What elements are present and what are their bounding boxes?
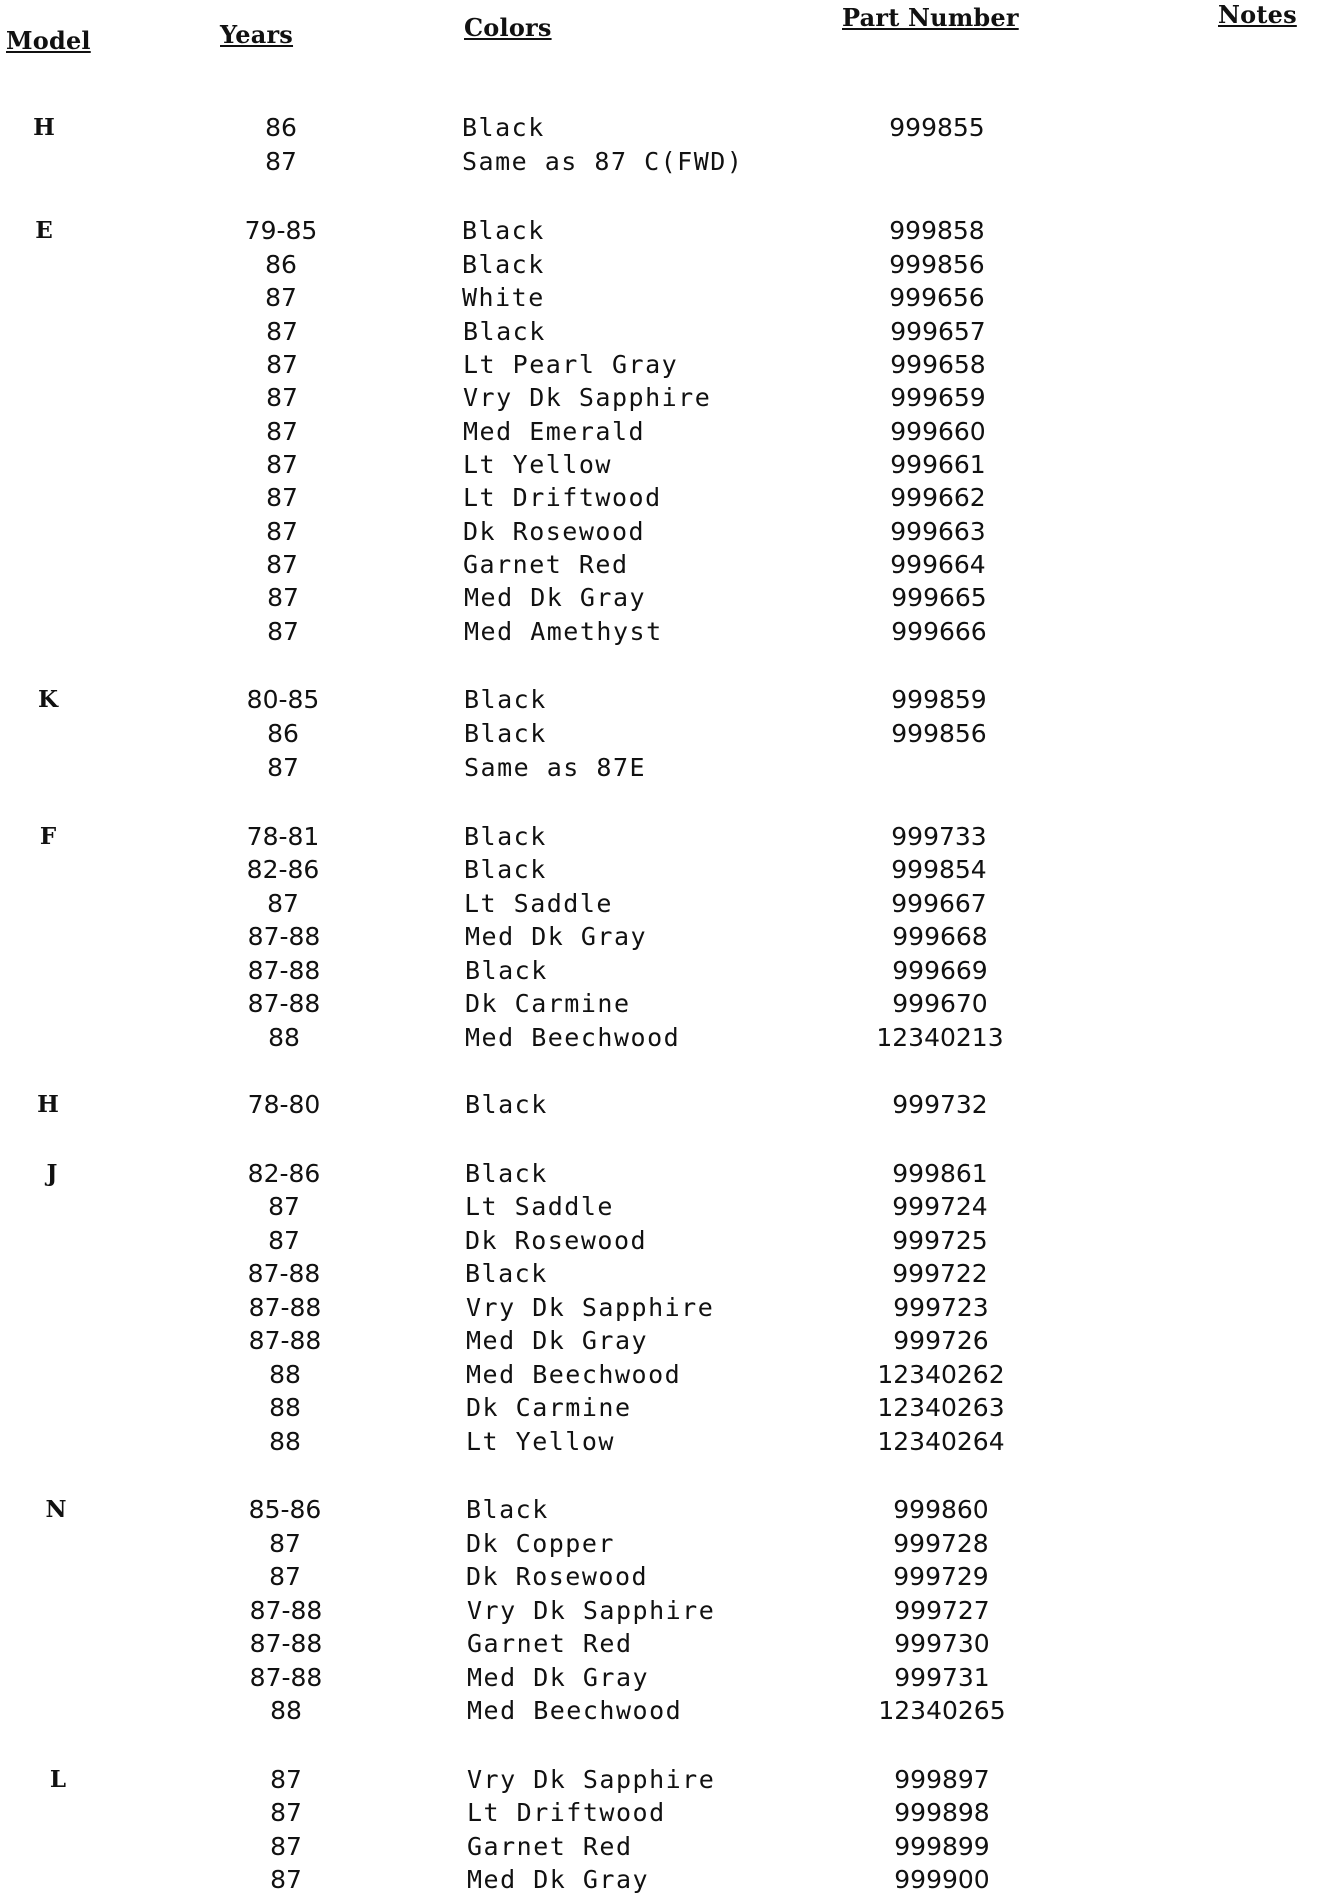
- part-number-cell: 999658: [890, 350, 986, 379]
- color-cell: Black: [466, 1495, 549, 1524]
- table-row: [0, 752, 1344, 784]
- years-cell: 87: [270, 1798, 302, 1827]
- table-row: [0, 1528, 1344, 1560]
- color-cell: White: [462, 283, 545, 312]
- years-cell: 79-85: [244, 216, 318, 245]
- part-number-cell: 12340262: [877, 1360, 1005, 1389]
- part-number-cell: 999725: [892, 1226, 988, 1255]
- color-cell: Dk Carmine: [465, 989, 631, 1018]
- years-cell: 82-86: [246, 855, 320, 884]
- part-number-cell: 999659: [890, 383, 986, 412]
- part-number-cell: 999733: [891, 822, 987, 851]
- years-cell: 87-88: [247, 1259, 321, 1288]
- table-row: [0, 1359, 1344, 1391]
- years-cell: 87: [268, 1192, 300, 1221]
- years-cell: 87-88: [248, 1293, 322, 1322]
- table-row: [0, 1864, 1344, 1896]
- years-cell: 87: [266, 317, 298, 346]
- table-row: [0, 821, 1344, 853]
- table-row: [0, 1292, 1344, 1324]
- part-number-cell: 12340213: [876, 1023, 1004, 1052]
- part-number-cell: 999731: [894, 1663, 990, 1692]
- table-row: [0, 215, 1344, 247]
- table-row: [0, 1191, 1344, 1223]
- years-cell: 87-88: [249, 1663, 323, 1692]
- table-row: [0, 1325, 1344, 1357]
- color-cell: Med Dk Gray: [467, 1865, 650, 1894]
- color-cell: Lt Yellow: [466, 1427, 615, 1456]
- color-cell: Black: [464, 719, 547, 748]
- model-cell: E: [35, 217, 53, 244]
- color-cell: Dk Copper: [466, 1529, 615, 1558]
- part-number-cell: 999664: [890, 550, 986, 579]
- table-row: [0, 1628, 1344, 1660]
- table-row: [0, 1158, 1344, 1190]
- years-cell: 87: [265, 283, 297, 312]
- part-number-cell: 999900: [894, 1865, 990, 1894]
- years-cell: 87: [266, 550, 298, 579]
- part-number-cell: 999860: [893, 1495, 989, 1524]
- color-cell: Black: [465, 1259, 548, 1288]
- table-row: [0, 888, 1344, 920]
- years-cell: 87-88: [249, 1629, 323, 1658]
- color-cell: Lt Saddle: [464, 889, 613, 918]
- part-number-cell: 999663: [890, 517, 986, 546]
- table-row: [0, 955, 1344, 987]
- table-row: [0, 1426, 1344, 1458]
- years-cell: 87: [266, 383, 298, 412]
- table-row: [0, 616, 1344, 648]
- color-cell: Dk Carmine: [466, 1393, 632, 1422]
- color-cell: Black: [462, 113, 545, 142]
- part-number-cell: 999861: [892, 1159, 988, 1188]
- model-cell: H: [37, 1091, 59, 1118]
- color-cell: Vry Dk Sapphire: [463, 383, 712, 412]
- part-number-cell: 999724: [892, 1192, 988, 1221]
- part-number-cell: 999855: [889, 113, 985, 142]
- table-row: [0, 249, 1344, 281]
- model-cell: F: [39, 823, 57, 850]
- table-row: [0, 349, 1344, 381]
- header-years: Years: [220, 20, 294, 49]
- years-cell: 87: [270, 1865, 302, 1894]
- part-number-cell: 999722: [892, 1259, 988, 1288]
- table-row: [0, 1595, 1344, 1627]
- part-number-cell: 999666: [891, 617, 987, 646]
- part-number-cell: 999669: [892, 956, 988, 985]
- part-number-cell: 12340264: [877, 1427, 1005, 1456]
- part-number-cell: 999856: [889, 250, 985, 279]
- color-cell: Med Emerald: [463, 417, 646, 446]
- color-cell: Garnet Red: [467, 1629, 633, 1658]
- color-cell: Med Amethyst: [464, 617, 663, 646]
- years-cell: 87: [267, 889, 299, 918]
- model-cell: N: [45, 1496, 67, 1523]
- color-cell: Med Dk Gray: [467, 1663, 650, 1692]
- table-row: [0, 1764, 1344, 1796]
- color-cell: Lt Saddle: [465, 1192, 614, 1221]
- table-row: [0, 684, 1344, 716]
- part-number-cell: 999858: [889, 216, 985, 245]
- years-cell: 87: [266, 517, 298, 546]
- model-cell: L: [49, 1766, 67, 1793]
- table-row: [0, 516, 1344, 548]
- color-cell: Black: [465, 1090, 548, 1119]
- table-row: [0, 1089, 1344, 1121]
- part-number-cell: 999670: [892, 989, 988, 1018]
- part-number-cell: 999661: [890, 450, 986, 479]
- part-number-cell: 999668: [892, 922, 988, 951]
- part-number-cell: 999726: [893, 1326, 989, 1355]
- part-number-cell: 999727: [894, 1596, 990, 1625]
- table-row: [0, 854, 1344, 886]
- table-row: [0, 316, 1344, 348]
- years-cell: 87: [265, 147, 297, 176]
- color-cell: Same as 87 C(FWD): [462, 147, 744, 176]
- table-row: [0, 416, 1344, 448]
- years-cell: 87: [266, 483, 298, 512]
- years-cell: 80-85: [246, 685, 320, 714]
- header-part-number: Part Number: [842, 3, 1019, 32]
- part-number-cell: 999859: [891, 685, 987, 714]
- color-cell: Vry Dk Sapphire: [467, 1596, 716, 1625]
- color-cell: Black: [462, 250, 545, 279]
- part-number-cell: 999899: [894, 1832, 990, 1861]
- part-number-cell: 999898: [894, 1798, 990, 1827]
- years-cell: 87: [268, 1226, 300, 1255]
- part-number-cell: 999732: [892, 1090, 988, 1119]
- color-cell: Med Beechwood: [466, 1360, 682, 1389]
- part-number-cell: 999657: [890, 317, 986, 346]
- part-number-cell: 999729: [893, 1562, 989, 1591]
- color-cell: Med Dk Gray: [464, 583, 647, 612]
- years-cell: 87: [267, 617, 299, 646]
- years-cell: 87-88: [247, 956, 321, 985]
- model-cell: H: [33, 114, 55, 141]
- years-cell: 87-88: [248, 1326, 322, 1355]
- table-row: [0, 449, 1344, 481]
- color-cell: Black: [464, 685, 547, 714]
- table-row: [0, 146, 1344, 178]
- color-cell: Same as 87E: [464, 753, 647, 782]
- color-cell: Black: [464, 855, 547, 884]
- color-cell: Black: [462, 216, 545, 245]
- table-row: [0, 988, 1344, 1020]
- years-cell: 88: [270, 1696, 302, 1725]
- color-cell: Vry Dk Sapphire: [467, 1765, 716, 1794]
- years-cell: 87: [269, 1529, 301, 1558]
- table-row: [0, 1494, 1344, 1526]
- color-cell: Black: [465, 1159, 548, 1188]
- years-cell: 88: [269, 1427, 301, 1456]
- table-row: [0, 282, 1344, 314]
- color-cell: Lt Driftwood: [463, 483, 662, 512]
- model-cell: J: [46, 1160, 58, 1187]
- color-cell: Med Dk Gray: [466, 1326, 649, 1355]
- table-row: [0, 1797, 1344, 1829]
- table-row: [0, 482, 1344, 514]
- part-number-cell: 999856: [891, 719, 987, 748]
- color-cell: Dk Rosewood: [465, 1226, 648, 1255]
- table-row: [0, 921, 1344, 953]
- color-cell: Lt Driftwood: [467, 1798, 666, 1827]
- table-row: [0, 549, 1344, 581]
- part-number-cell: 999665: [891, 583, 987, 612]
- years-cell: 78-81: [246, 822, 320, 851]
- part-number-cell: 999897: [894, 1765, 990, 1794]
- part-number-cell: 999667: [891, 889, 987, 918]
- table-row: [0, 1831, 1344, 1863]
- years-cell: 88: [269, 1360, 301, 1389]
- part-number-cell: 999730: [894, 1629, 990, 1658]
- color-cell: Black: [464, 822, 547, 851]
- years-cell: 88: [268, 1023, 300, 1052]
- header-model: Model: [6, 26, 91, 55]
- table-row: [0, 1022, 1344, 1054]
- table-row: [0, 382, 1344, 414]
- years-cell: 87-88: [247, 922, 321, 951]
- years-cell: 86: [265, 113, 297, 142]
- years-cell: 82-86: [247, 1159, 321, 1188]
- part-number-cell: 999660: [890, 417, 986, 446]
- header-notes: Notes: [1218, 0, 1297, 29]
- years-cell: 88: [269, 1393, 301, 1422]
- years-cell: 87: [266, 450, 298, 479]
- color-cell: Garnet Red: [467, 1832, 633, 1861]
- color-cell: Med Beechwood: [465, 1023, 681, 1052]
- years-cell: 78-80: [247, 1090, 321, 1119]
- part-number-cell: 12340265: [878, 1696, 1006, 1725]
- years-cell: 87: [269, 1562, 301, 1591]
- color-cell: Lt Yellow: [463, 450, 612, 479]
- years-cell: 87: [270, 1765, 302, 1794]
- years-cell: 86: [267, 719, 299, 748]
- color-cell: Vry Dk Sapphire: [466, 1293, 715, 1322]
- years-cell: 87: [267, 583, 299, 612]
- part-number-cell: 999728: [893, 1529, 989, 1558]
- years-cell: 87-88: [247, 989, 321, 1018]
- color-cell: Lt Pearl Gray: [463, 350, 679, 379]
- part-number-cell: 999723: [893, 1293, 989, 1322]
- model-cell: K: [38, 686, 58, 713]
- table-row: [0, 1392, 1344, 1424]
- table-row: [0, 1662, 1344, 1694]
- table-row: [0, 1225, 1344, 1257]
- table-row: [0, 112, 1344, 144]
- color-cell: Med Dk Gray: [465, 922, 648, 951]
- part-number-cell: 999656: [889, 283, 985, 312]
- years-cell: 87: [270, 1832, 302, 1861]
- table-row: [0, 1695, 1344, 1727]
- color-cell: Black: [463, 317, 546, 346]
- table-row: [0, 1258, 1344, 1290]
- color-cell: Dk Rosewood: [463, 517, 646, 546]
- years-cell: 87: [266, 350, 298, 379]
- table-row: [0, 718, 1344, 750]
- table-row: [0, 1561, 1344, 1593]
- years-cell: 85-86: [248, 1495, 322, 1524]
- color-cell: Garnet Red: [463, 550, 629, 579]
- color-cell: Black: [465, 956, 548, 985]
- color-cell: Dk Rosewood: [466, 1562, 649, 1591]
- part-number-cell: 999662: [890, 483, 986, 512]
- years-cell: 87: [266, 417, 298, 446]
- years-cell: 87-88: [249, 1596, 323, 1625]
- part-number-cell: 999854: [891, 855, 987, 884]
- table-row: [0, 582, 1344, 614]
- years-cell: 87: [267, 753, 299, 782]
- years-cell: 86: [265, 250, 297, 279]
- color-cell: Med Beechwood: [467, 1696, 683, 1725]
- header-colors: Colors: [464, 13, 552, 42]
- part-number-cell: 12340263: [877, 1393, 1005, 1422]
